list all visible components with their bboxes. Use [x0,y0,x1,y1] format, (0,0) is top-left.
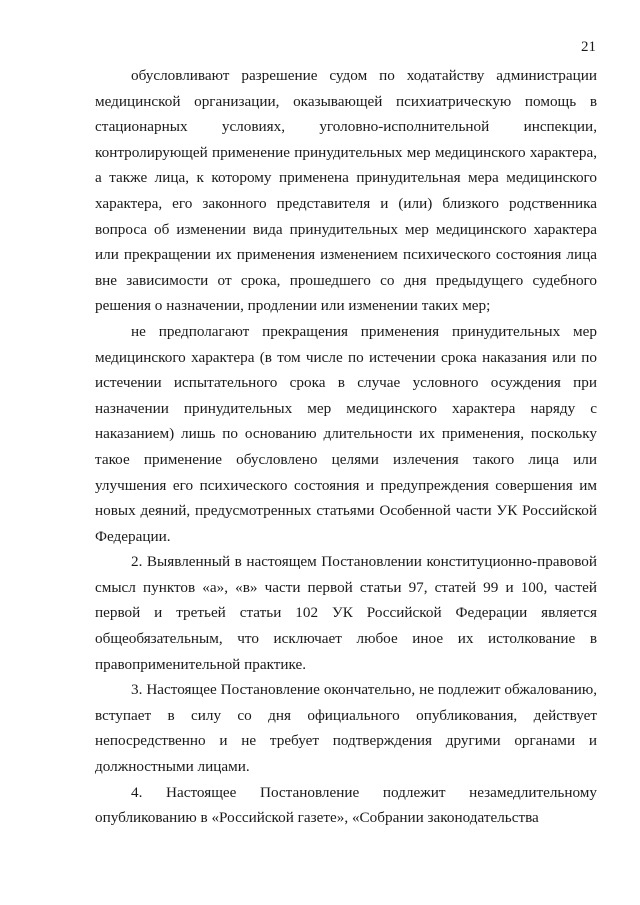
page-number: 21 [581,39,596,55]
paragraph-item-2: 2. Выявленный в настоящем Постановлении конституционно-правовой смысл пунктов «а», «в» части первой статьи 97, статей 99 и 100, частей первой и третьей статьи 102 УК Российской Федерации является общеобязательным, что исключает любое иное их истолкование в правоприменительной практике. [95,553,597,673]
paragraph-item-3: 3. Настоящее Постановление окончательно, не подлежит обжалованию, вступает в силу со дня официального опубликования, действует непосредственно и не требует подтверждения другими органами и должностными лицами. [95,681,597,776]
paragraph: не предполагают прекращения применения принудительных мер медицинского характера (в том числе по истечении срока наказания или по истечении испытательного срока в случае условного осуждения при назначении принудительных мер медицинского характера наряду с наказанием) лишь по основанию длительности их применения, поскольку такое применение обусловлено целями излечения такого лица или улучшения его психического состояния и предупреждения совершения им новых деяний, предусмотренных статьями Особенной части УК Российской Федерации. [95,322,597,545]
paragraph-item-4: 4. Настоящее Постановление подлежит незамедлительному опубликованию в «Российской газете», «Собрании законодательства [95,783,597,827]
document-body [95,63,597,831]
paragraph-continuation: обусловливают разрешение судом по ходатайству администрации медицинской организации, оказывающей психиатрическую помощь в стационарных условиях, уголовно-исполнительной инспекции, контролирующей применение принудительных мер медицинского характера, а также лица, к которому применена принудительная мера медицинского характера, его законного представителя и (или) близкого родственника вопроса об изменении вида принудительных мер медицинского характера или прекращении их применения изменением психического состояния лица вне зависимости от срока, прошедшего со дня предыдущего судебного решения о назначении, продлении или изменении таких мер; [95,67,597,315]
